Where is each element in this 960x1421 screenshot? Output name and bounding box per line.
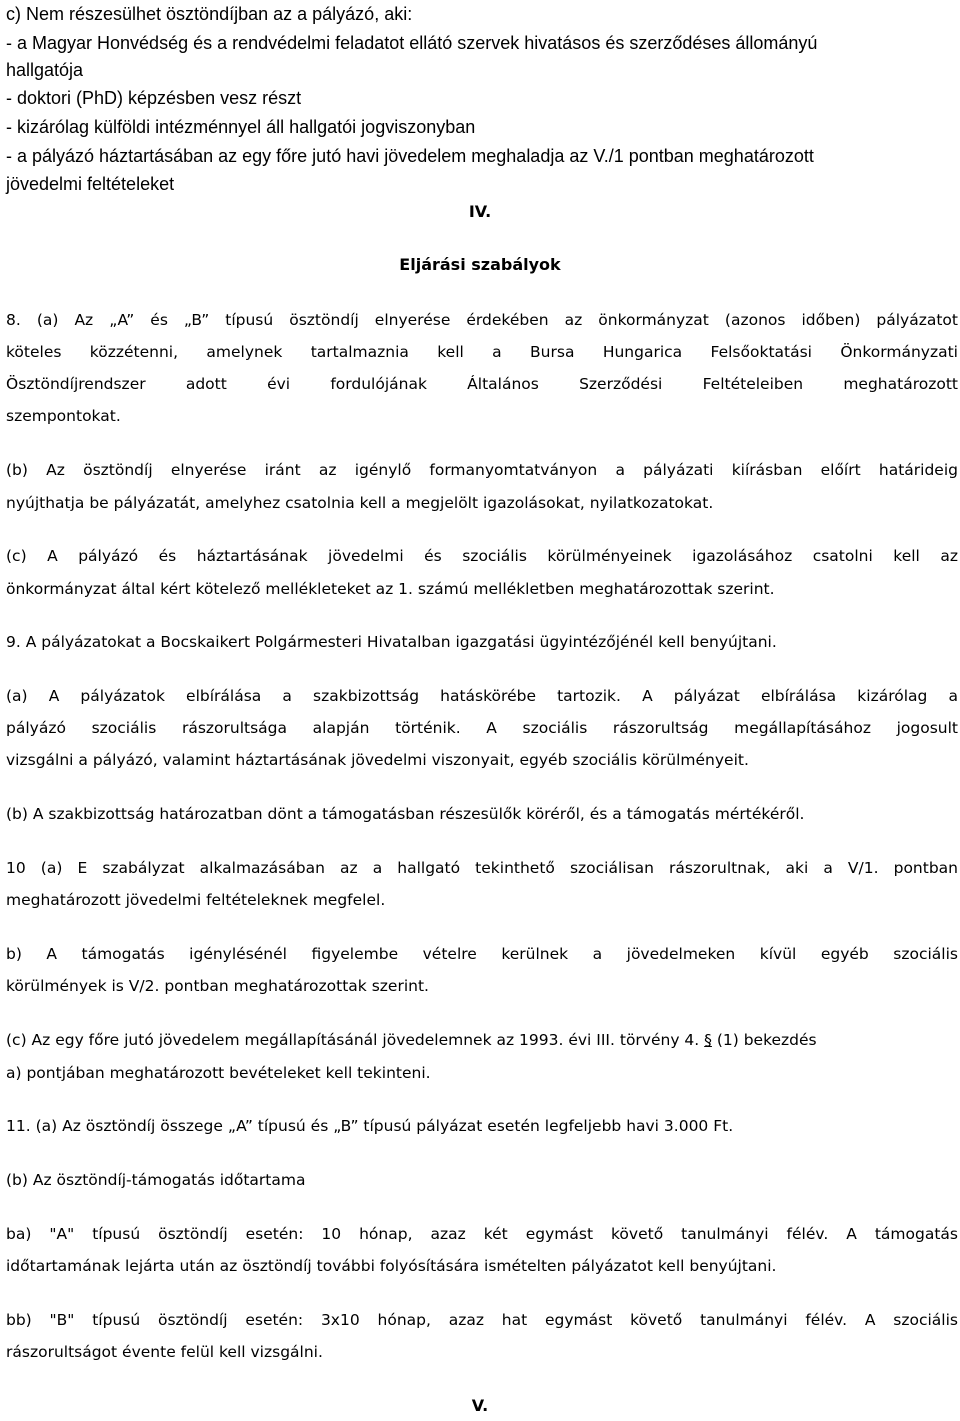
paragraph-11ba-line-2: időtartamának lejárta után az ösztöndíj további folyósítására ismételten pályázatot kell benyújtani. — [6, 1257, 777, 1275]
paragraph-10c-text-post: (1) bekezdés — [711, 1031, 817, 1049]
paragraph-11ba-line-1: ba) "A" típusú ösztöndíj esetén: 10 hónap, azaz két egymást követő tanulmányi félév. A támogatás — [6, 1225, 958, 1243]
paragraph-10a-line-2: meghatározott jövedelmi feltételeknek megfelel. — [6, 891, 386, 909]
paragraph-8a-line-2: köteles közzétenni, amelynek tartalmaznia kell a Bursa Hungarica Felsőoktatási Önkormányzati — [6, 343, 958, 361]
paragraph-8c-line-1: (c) A pályázó és háztartásának jövedelmi és szociális körülményeinek igazolásához csatolni kell az — [6, 547, 958, 565]
paragraph-9a-line-3: vizsgálni a pályázó, valamint háztartásának jövedelmi viszonyait, egyéb szociális körülményeit. — [6, 751, 749, 769]
paragraph-9a-line-2: pályázó szociális rászorultsága alapján történik. A szociális rászorultság megállapításához jogosult — [6, 719, 958, 737]
paragraph-8c-line-2: önkormányzat által kért kötelező mellékleteket az 1. számú mellékletben meghatározottak szerint. — [6, 580, 775, 598]
paragraph-9b: (b) A szakbizottság határozatban dönt a támogatásban részesülők köréről, és a támogatás mértékéről. — [6, 805, 805, 823]
paragraph-9: 9. A pályázatokat a Bocskaikert Polgármesteri Hivatalban igazgatási ügyintézőjénél kell benyújtani. — [6, 633, 777, 651]
paragraph-10c-section-link[interactable]: § — [704, 1031, 712, 1049]
chapter-4-number: IV. — [468, 202, 492, 221]
section-c-item-1-line-2: hallgatója — [6, 60, 84, 80]
section-c-heading: c) Nem részesülhet ösztöndíjban az a pályázó, aki: — [6, 4, 413, 24]
section-c-item-1-line-1: - a Magyar Honvédség és a rendvédelmi feladatot ellátó szervek hivatásos és szerződéses állományú — [6, 33, 818, 53]
paragraph-10a-line-1: 10 (a) E szabályzat alkalmazásában az a hallgató tekinthető szociálisan rászorultnak, aki a V/1. pontban — [6, 859, 958, 877]
paragraph-10b-line-2: körülmények is V/2. pontban meghatározottak szerint. — [6, 977, 429, 995]
paragraph-8b-line-1: (b) Az ösztöndíj elnyerése iránt az igénylő formanyomtatványon a pályázati kiírásban előírt határideig — [6, 461, 958, 479]
paragraph-9a-line-1: (a) A pályázatok elbírálása a szakbizottság hatáskörébe tartozik. A pályázat elbírálása kizárólag a — [6, 687, 958, 705]
paragraph-8a-line-1: 8. (a) Az „A” és „B” típusú ösztöndíj elnyerése érdekében az önkormányzat (azonos időben) pályázatot — [6, 311, 958, 329]
paragraph-10b-line-1: b) A támogatás igénylésénél figyelembe vételre kerülnek a jövedelmeken kívül egyéb szociális — [6, 945, 958, 963]
paragraph-11bb-line-1: bb) "B" típusú ösztöndíj esetén: 3x10 hónap, azaz hat egymást követő tanulmányi félév. A szociális — [6, 1311, 958, 1329]
section-c-item-4-line-1: - a pályázó háztartásában az egy főre jutó havi jövedelem meghaladja az V./1 pontban meghatározott — [6, 146, 814, 166]
paragraph-8a-line-4: szempontokat. — [6, 407, 121, 425]
paragraph-8b-line-2: nyújthatja be pályázatát, amelyhez csatolnia kell a megjelölt igazolásokat, nyilatkozatokat. — [6, 494, 714, 512]
paragraph-10c-line-1 — [6, 1025, 817, 1055]
paragraph-11bb-line-2: rászorultságot évente felül kell vizsgálni. — [6, 1343, 323, 1361]
chapter-5-number: V. — [471, 1396, 489, 1415]
section-c-item-3: - kizárólag külföldi intézménnyel áll hallgatói jogviszonyban — [6, 117, 476, 137]
section-c-item-2: - doktori (PhD) képzésben vesz részt — [6, 88, 302, 108]
paragraph-11b: (b) Az ösztöndíj-támogatás időtartama — [6, 1171, 306, 1189]
paragraph-10c-line-2: a) pontjában meghatározott bevételeket kell tekinteni. — [6, 1064, 431, 1082]
chapter-4-title: Eljárási szabályok — [399, 255, 561, 274]
paragraph-10c-text-pre: (c) Az egy főre jutó jövedelem megállapításánál jövedelemnek az 1993. évi III. törvény 4. — [6, 1031, 705, 1049]
section-c-item-4-line-2: jövedelmi feltételeket — [6, 174, 175, 194]
paragraph-8a-line-3: Ösztöndíjrendszer adott évi fordulójának Általános Szerződési Feltételeiben meghatározott — [6, 375, 958, 393]
paragraph-11a: 11. (a) Az ösztöndíj összege „A” típusú és „B” típusú pályázat esetén legfeljebb havi 3.000 Ft. — [6, 1117, 734, 1135]
